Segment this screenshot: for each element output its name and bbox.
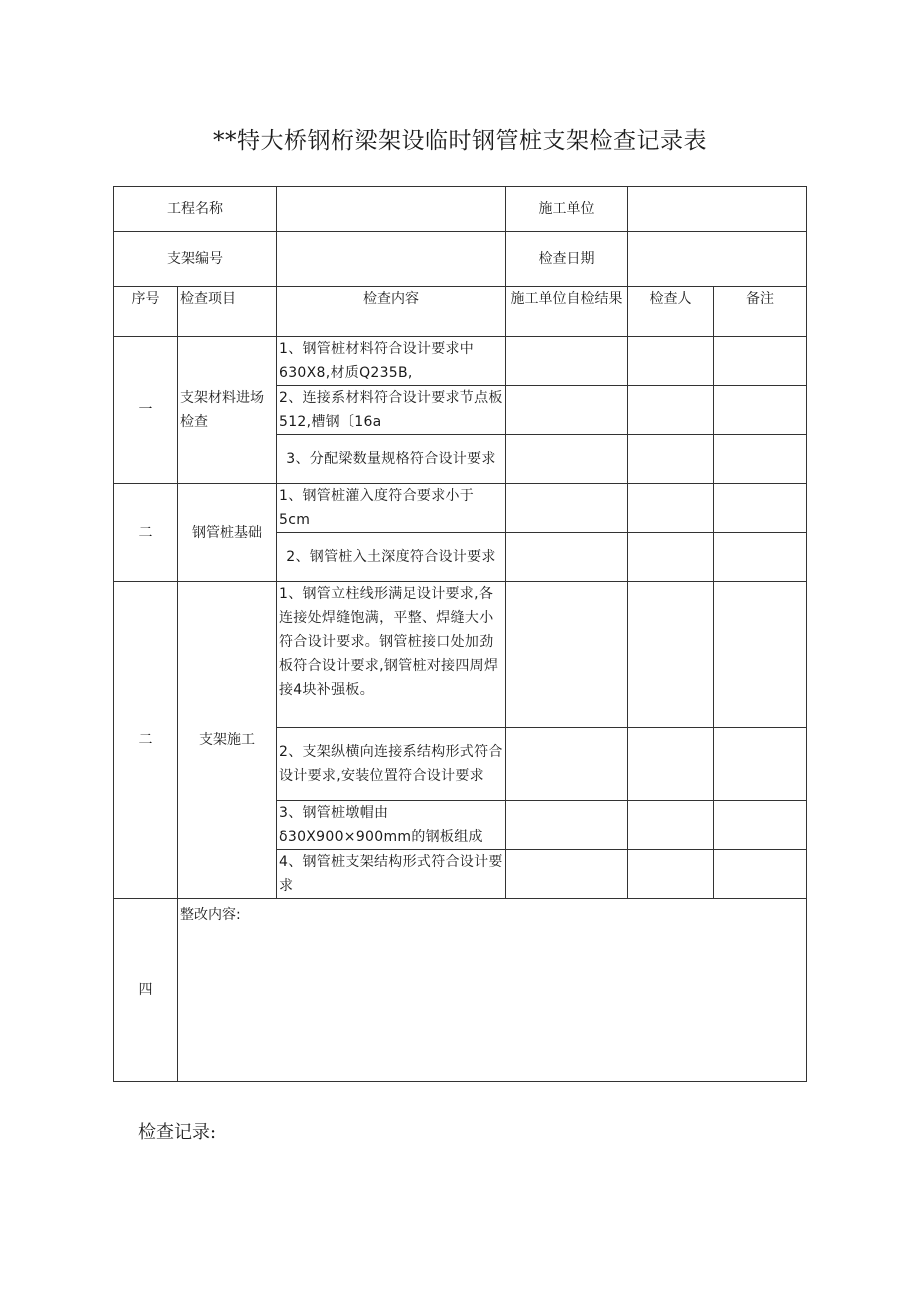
check-content: 3、分配梁数量规格符合设计要求	[277, 435, 506, 484]
section-item: 钢管桩基础	[178, 484, 277, 582]
info-row	[114, 187, 807, 232]
self-check-cell[interactable]	[506, 582, 628, 728]
form-title: **特大桥钢桁梁架设临时钢管桩支架检查记录表	[213, 128, 707, 154]
check-content: 2、连接系材料符合设计要求节点板512,槽钢〔16a	[277, 386, 506, 435]
check-content: 4、钢管桩支架结构形式符合设计要求	[277, 850, 506, 899]
construction-unit-field[interactable]	[628, 187, 807, 232]
project-name-label: 工程名称	[114, 187, 277, 232]
check-content: 2、支架纵横向连接系结构形式符合设计要求,安装位置符合设计要求	[277, 728, 506, 801]
section-seq: 二	[114, 582, 178, 899]
remarks-cell[interactable]	[714, 850, 807, 899]
self-check-cell[interactable]	[506, 337, 628, 386]
inspector-cell[interactable]	[628, 850, 714, 899]
support-no-field[interactable]	[277, 232, 506, 287]
remarks-cell[interactable]	[714, 801, 807, 850]
check-content: 1、钢管桩材料符合设计要求中630X8,材质Q235B,	[277, 337, 506, 386]
rectify-seq: 四	[114, 899, 178, 1082]
section-item: 支架材料进场检查	[178, 337, 277, 484]
inspection-table	[113, 186, 807, 1082]
section-seq: 二	[114, 484, 178, 582]
inspector-cell[interactable]	[628, 386, 714, 435]
header-self-check: 施工单位自检结果	[506, 287, 628, 337]
check-date-field[interactable]	[628, 232, 807, 287]
section-seq: 一	[114, 337, 178, 484]
remarks-cell[interactable]	[714, 533, 807, 582]
table-row	[114, 484, 807, 533]
check-content: 1、钢管立柱线形满足设计要求,各连接处焊缝饱满，平整、焊缝大小符合设计要求。钢管桩接口处加劲板符合设计要求,钢管桩对接四周焊接4块补强板。	[277, 582, 506, 728]
remarks-cell[interactable]	[714, 386, 807, 435]
self-check-cell[interactable]	[506, 533, 628, 582]
project-name-field[interactable]	[277, 187, 506, 232]
remarks-cell[interactable]	[714, 435, 807, 484]
table-row	[114, 582, 807, 728]
inspector-cell[interactable]	[628, 801, 714, 850]
inspector-cell[interactable]	[628, 533, 714, 582]
remarks-cell[interactable]	[714, 484, 807, 533]
self-check-cell[interactable]	[506, 435, 628, 484]
construction-unit-label: 施工单位	[506, 187, 628, 232]
inspector-cell[interactable]	[628, 435, 714, 484]
section-item: 支架施工	[178, 582, 277, 899]
check-date-label: 检查日期	[506, 232, 628, 287]
inspector-cell[interactable]	[628, 484, 714, 533]
check-content: 1、钢管桩灌入度符合要求小于5cm	[277, 484, 506, 533]
remarks-cell[interactable]	[714, 337, 807, 386]
self-check-cell[interactable]	[506, 728, 628, 801]
self-check-cell[interactable]	[506, 386, 628, 435]
header-remarks: 备注	[714, 287, 807, 337]
header-row	[114, 287, 807, 337]
inspector-cell[interactable]	[628, 582, 714, 728]
header-content: 检查内容	[277, 287, 506, 337]
support-no-label: 支架编号	[114, 232, 277, 287]
inspector-cell[interactable]	[628, 337, 714, 386]
header-inspector: 检查人	[628, 287, 714, 337]
self-check-cell[interactable]	[506, 484, 628, 533]
header-seq: 序号	[114, 287, 178, 337]
remarks-cell[interactable]	[714, 582, 807, 728]
rectify-area[interactable]	[178, 899, 807, 1082]
table-row	[114, 337, 807, 386]
check-record-label: 检查记录:	[138, 1122, 217, 1143]
self-check-cell[interactable]	[506, 801, 628, 850]
rectify-label: 整改内容:	[180, 907, 241, 923]
remarks-cell[interactable]	[714, 728, 807, 801]
check-content: 2、钢管桩入土深度符合设计要求	[277, 533, 506, 582]
self-check-cell[interactable]	[506, 850, 628, 899]
inspector-cell[interactable]	[628, 728, 714, 801]
info-row	[114, 232, 807, 287]
check-content: 3、钢管桩墩帽由δ30X900×900mm的钢板组成	[277, 801, 506, 850]
header-item: 检查项目	[178, 287, 277, 337]
rectify-row	[114, 899, 807, 1082]
